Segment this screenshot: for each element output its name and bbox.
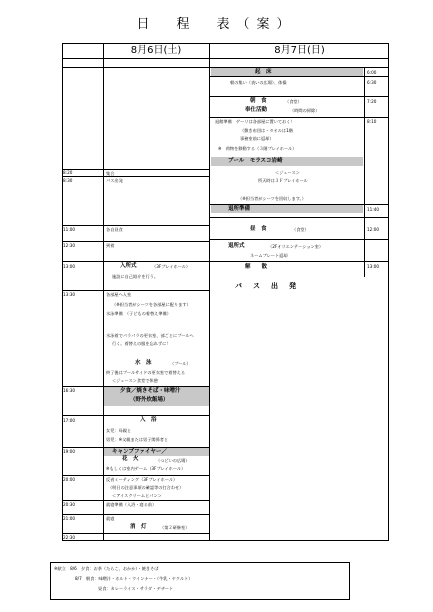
event-closing-place: （2Fオリエンテーション室） [268, 244, 324, 249]
menu-note-3: 昼食：カレーライス・サラダ・デザート [98, 586, 174, 591]
right-time-divider [364, 67, 365, 217]
row-line [62, 514, 210, 515]
event-bus-depart: バス出発 [106, 178, 123, 183]
time-label: 6:00 [367, 70, 377, 75]
event-move-luggage: ※ 荷物を移動する（３階プレイホール） [218, 146, 297, 151]
event-opening-note: 施設に自己紹介を行う。 [112, 274, 159, 279]
row-line [62, 176, 210, 177]
event-indoor-game: ※もしくは室内ゲーム（3Fプレイホール） [106, 466, 186, 471]
time-label: 13:00 [367, 264, 380, 269]
event-bath-boys: 男児：※父親または男子関係者と [106, 437, 169, 442]
event-gather: 集合 [106, 171, 115, 176]
time-label: 22:30 [63, 535, 76, 540]
time-label: 12:30 [63, 243, 76, 248]
event-meeting: 反省ミーティング（3Fプレイホール） [106, 477, 178, 482]
event-swim-after: 終了後はプールサイドの更衣室で着替える [106, 370, 186, 375]
time-label: 7:20 [367, 99, 377, 104]
time-label: 13:00 [63, 264, 76, 269]
event-arrive: 到着 [106, 243, 115, 248]
time-label: 8:20 [63, 170, 73, 175]
row-line [62, 475, 210, 476]
event-bed-prep: 就寝準備（入浴・寝る前） [106, 502, 157, 507]
event-breakfast: 朝 食 [250, 98, 267, 104]
event-closing-ceremony: 退所式 [228, 243, 245, 249]
time-label: 12:00 [367, 227, 380, 232]
row-line [62, 241, 210, 242]
event-swim-place: （プール） [170, 361, 191, 366]
page-title: 日 程 表（案） [136, 17, 297, 32]
row-line [210, 76, 389, 77]
row-line [210, 96, 389, 97]
time-label: 21:00 [63, 516, 76, 521]
event-checkout-bedding: （敷き布団は・タオルは1階 [240, 128, 293, 133]
event-wakeup: 起 床 [255, 69, 272, 75]
row-line [62, 290, 210, 291]
row-line [210, 239, 389, 240]
event-fireworks: 花 火 [122, 456, 139, 462]
time-label: 19:00 [63, 449, 76, 454]
event-meeting-snack: ＜アイスクリームとパン＞ [112, 493, 162, 498]
event-bus-depart-d2: バ ス 出 発 [235, 282, 298, 290]
event-service: 奉仕活動 [245, 107, 268, 113]
event-swim-juice: ＜ジュース＞食堂で休憩 [112, 378, 158, 383]
event-nameplate: ネームプレート返却 [250, 253, 288, 258]
event-pool-sheets: （※担当者がシーツを回収します。） [238, 196, 306, 201]
time-label: 13:30 [63, 292, 76, 297]
row-line [62, 169, 210, 170]
row-line [62, 500, 210, 501]
event-opening-place: （3Fプレイホール） [152, 264, 191, 269]
event-dinner-place: （野外炊飯場） [130, 397, 169, 403]
time-column-divider [103, 43, 104, 541]
event-dismissal: 解 散 [245, 264, 268, 270]
event-lights-out: 消 灯 [130, 524, 147, 530]
event-bath-girls: 女児：母親と [106, 428, 132, 433]
event-lights-out-place: （第２研修室） [160, 525, 190, 530]
menu-note-2: 8/7 朝食：味噌汁・ホルト・ウインナー・（牛乳・ヤクルト） [75, 576, 193, 581]
time-label: 8:30 [63, 178, 73, 183]
event-lunch-d2-place: （食堂） [292, 227, 309, 232]
event-pool-juice: ＜ジュース＞ [275, 170, 300, 175]
event-pool-rain: 所天時は３Ｆプレイホール [258, 178, 308, 183]
event-swim-change-2: 行く。着替えの服を忘れずに！ [112, 341, 171, 346]
event-service-note: （時間の掃除） [290, 108, 320, 113]
row-line [210, 117, 389, 118]
row-line [62, 225, 210, 226]
row-line [210, 217, 389, 218]
event-campfire: キャンプファイヤー／ [112, 449, 167, 455]
event-fireworks-place: （つどいの広場） [156, 458, 190, 463]
event-sheets-note: （※担当者がシーツを各部屋に配ります） [112, 302, 191, 307]
event-opening-ceremony: 入所式 [120, 263, 137, 269]
event-morning-gathering: 朝の集い（表いの広場）、体操 [230, 80, 287, 85]
event-dinner: 夕食／焼きそば・味噌汁 [120, 388, 181, 394]
event-breakfast-place: （食堂） [285, 99, 302, 104]
time-label: 6:30 [367, 80, 377, 85]
header-rule [62, 58, 389, 59]
event-room-entry: 各部屋へ入室 [106, 292, 132, 297]
event-swim-prep: 水泳準備 （子どもの着替え準備） [106, 311, 171, 316]
event-lunch: 各自昼食 [106, 227, 123, 232]
time-label: 11:00 [63, 227, 76, 232]
event-meeting-note: （明日の注意事項の確認等の打合わせ） [108, 485, 184, 490]
event-bath: 入 浴 [140, 417, 157, 423]
day2-header: 8月7日(日) [274, 45, 325, 56]
row-line [62, 533, 210, 534]
row-line [210, 261, 389, 262]
wakeup-highlight [211, 68, 363, 76]
time-label: 16:30 [63, 388, 76, 393]
menu-note-1: ※献立 8/6 夕食：お茶（たらこ、おかか）・焼きそば [54, 566, 159, 571]
time-label: 17:00 [63, 418, 76, 423]
time-label: 20:30 [63, 502, 76, 507]
event-bedtime: 就寝 [106, 516, 115, 521]
right-time-divider-2 [364, 217, 365, 277]
event-checkout-prep: 退館準備 ゲーリは各部屋に置いておく！ [215, 119, 295, 124]
row-line [62, 261, 210, 262]
time-label: 20:00 [63, 477, 76, 482]
event-lunch-d2: 昼 食 [250, 226, 267, 232]
event-checkout: 退所準備 [228, 206, 251, 212]
event-pool: プール モラスコ岩崎 [228, 158, 283, 164]
time-label: 8:10 [367, 119, 377, 124]
time-label: 11:40 [367, 207, 380, 212]
day1-header: 8月6日(土) [130, 45, 182, 56]
row-line [62, 415, 210, 416]
event-swim-change: 水泳着でパラパラの更衣室、部ごとにプールへ [106, 333, 194, 338]
event-swimming: 水 泳 [135, 360, 152, 366]
event-checkout-return: 事務室前に返却） [240, 136, 274, 141]
